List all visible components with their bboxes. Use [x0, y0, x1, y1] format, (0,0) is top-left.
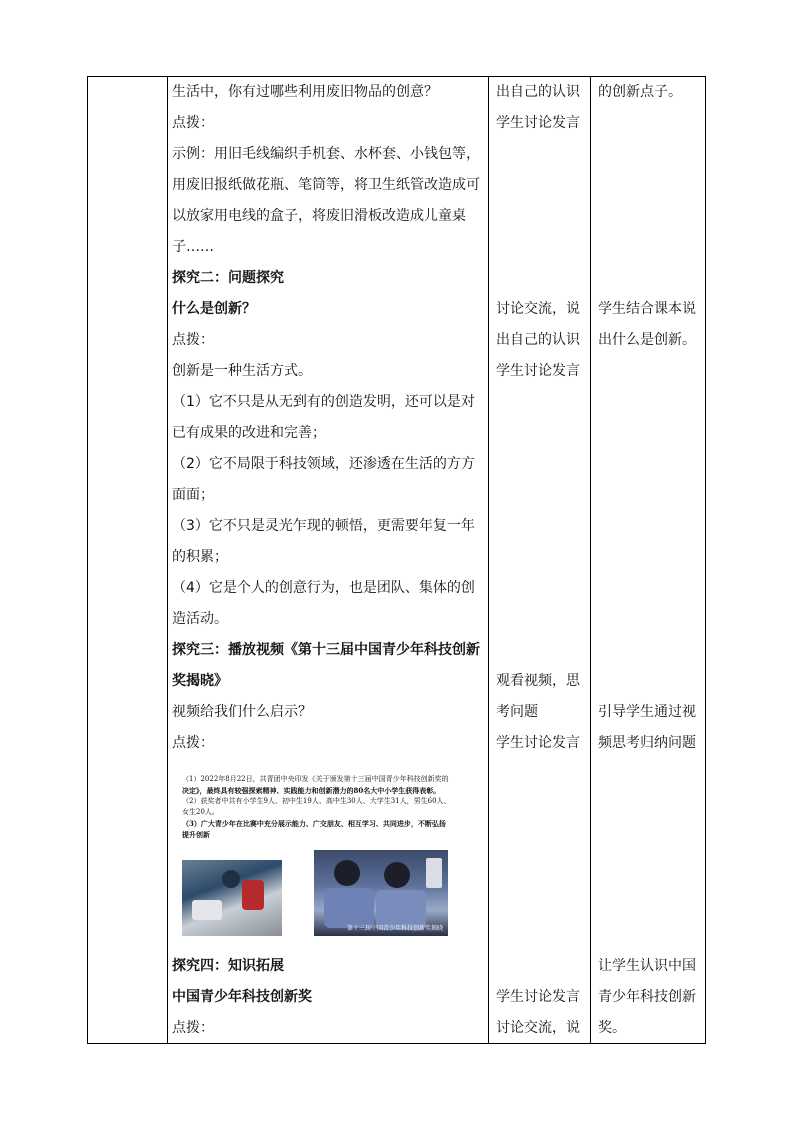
students-photo	[182, 860, 282, 936]
text-line	[598, 666, 696, 697]
text-line: （4）它是个人的创意行为，也是团队、集体的创	[172, 580, 475, 596]
text-line: 奖揭晓》	[172, 673, 228, 689]
text-line	[598, 542, 696, 573]
text-line	[496, 449, 580, 480]
text-line: 点拨：	[172, 735, 214, 751]
text-line: 学生讨论发言	[496, 363, 580, 379]
text-line	[598, 480, 696, 511]
text-line: （1）它不只是从无到有的创造发明，还可以是对	[172, 394, 475, 410]
figure-text-line: 提升创新	[182, 830, 210, 839]
text-line: 出自己的认识	[496, 332, 580, 348]
text-line: 点拨：	[172, 115, 214, 131]
text-line	[496, 951, 580, 982]
text-line	[496, 232, 580, 263]
text-line: 讨论交流，说	[496, 1020, 580, 1036]
text-line: 奖。	[598, 1020, 626, 1036]
text-line: 频思考归纳问题	[598, 735, 696, 751]
text-line: 学生讨论发言	[496, 115, 580, 131]
text-line: 学生结合课本说	[598, 301, 696, 317]
figure-text-line: （2）获奖者中共有小学生9人、初中生19人、高中生30人、大学生31人，男生60人、	[182, 797, 451, 805]
text-line	[598, 511, 696, 542]
text-line	[496, 635, 580, 666]
text-line: 视频给我们什么启示？	[172, 704, 312, 720]
column-divider	[590, 77, 591, 1043]
text-line: 什么是创新？	[172, 301, 256, 317]
text-line: 的积累；	[172, 549, 228, 565]
figure-text-line: 决定》，最终具有较强探索精神、实践能力和创新潜力的80名大中小学生获得表彰。	[182, 786, 441, 795]
text-line: 面面；	[172, 487, 214, 503]
text-line	[496, 542, 580, 573]
text-line	[598, 387, 696, 418]
text-line	[598, 418, 696, 449]
text-line: 探究四：知识拓展	[172, 958, 284, 974]
text-line: 创新是一种生活方式。	[172, 363, 312, 379]
text-line: 已有成果的改进和完善；	[172, 425, 326, 441]
text-line: 出什么是创新。	[598, 332, 696, 348]
text-line	[598, 232, 696, 263]
lesson-table	[87, 76, 706, 1044]
text-line: 考问题	[496, 704, 538, 720]
text-line	[598, 604, 696, 635]
text-line: 出自己的认识	[496, 84, 580, 100]
video-screenshot-figure	[172, 772, 482, 942]
video-caption: 第十三届中国青少年科技创新奖揭晓	[347, 925, 444, 932]
column-divider	[167, 77, 168, 1043]
text-line: 探究三：播放视频《第十三届中国青少年科技创新	[172, 642, 480, 658]
text-line	[496, 139, 580, 170]
text-line: 点拨：	[172, 332, 214, 348]
text-line: （3）它不只是灵光乍现的顿悟，更需要年复一年	[172, 518, 475, 534]
text-line: 观看视频，思	[496, 673, 580, 689]
text-line	[598, 201, 696, 232]
text-line	[598, 356, 696, 387]
text-line: 造活动。	[172, 611, 228, 627]
text-line: 让学生认识中国	[598, 958, 696, 974]
text-line: 探究二：问题探究	[172, 270, 284, 286]
text-line: 学生讨论发言	[496, 735, 580, 751]
text-line	[598, 635, 696, 666]
text-line: 用废旧报纸做花瓶、笔筒等，将卫生纸管改造成可	[172, 177, 480, 193]
text-line: 的创新点子。	[598, 84, 682, 100]
text-line	[598, 139, 696, 170]
text-line	[598, 170, 696, 201]
text-line	[496, 418, 580, 449]
text-line	[496, 201, 580, 232]
figure-text-line: （1）2022年8月22日，共青团中央印发《关于颁发第十三届中国青少年科技创新奖的	[182, 775, 449, 783]
figure-text-line: （3）广大青少年在比赛中充分展示能力、广交朋友、相互学习、共同进步，不断弘扬	[182, 819, 446, 828]
text-line: 讨论交流，说	[496, 301, 580, 317]
text-line	[496, 573, 580, 604]
text-line	[598, 573, 696, 604]
text-line	[496, 263, 580, 294]
text-line	[496, 387, 580, 418]
text-line: 点拨：	[172, 1020, 214, 1036]
figure-text-line: 女生20人。	[182, 808, 219, 816]
text-line: 青少年科技创新	[598, 989, 696, 1005]
text-line	[496, 604, 580, 635]
text-line	[598, 108, 696, 139]
text-line: 学生讨论发言	[496, 989, 580, 1005]
text-line: 生活中，你有过哪些利用废旧物品的创意？	[172, 84, 438, 100]
column-divider	[488, 77, 489, 1043]
text-line: 以放家用电线的盒子，将废旧滑板改造成儿童桌	[172, 208, 466, 224]
text-line: （2）它不局限于科技领域，还渗透在生活的方方	[172, 456, 475, 472]
text-line	[496, 511, 580, 542]
text-line: 子……	[172, 239, 214, 255]
text-line	[598, 449, 696, 480]
text-line	[598, 263, 696, 294]
text-line: 示例：用旧毛线编织手机套、水杯套、小钱包等，	[172, 146, 480, 162]
text-line	[496, 170, 580, 201]
text-line	[496, 480, 580, 511]
text-line: 中国青少年科技创新奖	[172, 989, 312, 1005]
text-line: 引导学生通过视	[598, 704, 696, 720]
